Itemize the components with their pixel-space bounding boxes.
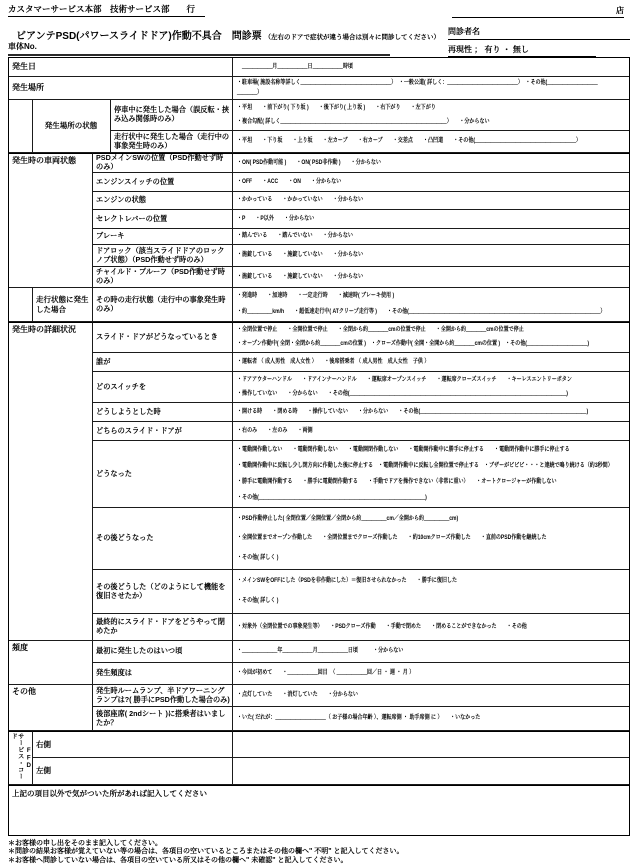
reproducibility-field: 再現性 ； 有り ・ 無し (448, 44, 596, 57)
ffd-row-0-label (33, 731, 233, 758)
vehicle-row-1-options (233, 173, 629, 192)
detail-row-2-options (233, 372, 629, 403)
other-row-1-options-text: ・いた( だれが：＿＿＿＿＿＿＿＿＿＿（ お子様の場合年齢 ）、運転席側 ・ 助手席側 に ） ・いなかった (237, 715, 481, 722)
detail-row-7-options-text: ・その他( 詳しく ) (237, 598, 279, 605)
ffd-row-1-blank (233, 758, 629, 785)
driving-group-label (33, 288, 93, 322)
location-row-label (9, 77, 233, 100)
frequency-row-0-options-text: ・＿＿＿＿＿＿＿年＿＿＿＿＿＿月＿＿＿＿＿＿日頃 ・分からない (237, 648, 404, 655)
page-title-text: ビアンテPSD(パワースライドドア)作動不具合 問診票 (16, 31, 262, 42)
detail-row-4-options (233, 422, 629, 441)
vehicle-row-4-options (233, 229, 629, 245)
other-row-0-options-text: ・点灯していた ・消灯していた ・分からない (237, 692, 358, 699)
body-number-field: 車体No. (8, 41, 390, 56)
detail-row-5-label-text: どうなった (96, 468, 132, 478)
interviewer-field: 問診者名 (448, 26, 630, 40)
detail-row-8-label (93, 614, 233, 641)
ffd-row-0-blank (233, 731, 629, 758)
vehicle-state-label (9, 153, 93, 288)
vehicle-row-6-options-text: ・施錠している ・施錠していない ・分からない (237, 273, 364, 280)
detail-row-1-options (233, 353, 629, 372)
vehicle-row-4-options-text: ・踏んでいる ・踏んでいない ・分からない (237, 233, 353, 240)
detail-row-8-options-text: ・対象外（全閉位置での事象発生等） ・PSDクローズ作動 ・手動で閉めた ・閉めることができなかった ・その他 (237, 623, 527, 630)
driving-group-label-text: 走行状態に発生した場合 (36, 295, 89, 314)
detail-row-4-label (93, 422, 233, 441)
detail-row-2-label-text: どのスイッチを (96, 381, 147, 391)
location-state-row-1-options (233, 131, 629, 153)
other-label (9, 685, 93, 731)
location-row-options (233, 77, 629, 100)
other-row-1-label (93, 707, 233, 731)
location-state-row-1-label-text: 走行状中に発生した場合（走行中の事象発生時のみ） (114, 131, 230, 150)
detail-row-5-options-text: ・電動開作動しない ・電動閉作動しない ・電動開閉作動しない ・電動開作動中に勝手に停止する ・電動閉作動中に勝手に停止する (237, 446, 570, 453)
vehicle-row-3-label (93, 210, 233, 229)
ffd-row-0-label-text: 右側 (36, 739, 51, 749)
footnote-0: ＊お客様の申し出をそのまま記入してください。 (8, 840, 162, 847)
detail-row-5-options-text: ・電動開作動中に反転し少し閉方向に作動した後に停止する ・電動閉作動中に反転し全開位置で停止する ・ブザーがピピピ・・・と連続で鳴り続ける（約3秒間） (237, 462, 613, 469)
frequency-row-0-options (233, 641, 629, 663)
location-row-options-text: ・駐車場( 施設名称等詳しく＿＿＿＿＿＿＿＿＿＿＿＿＿＿＿＿＿＿） ・一般公道( 詳しく：＿＿＿＿＿＿＿＿＿＿＿＿＿＿） ・その他(＿＿＿＿＿＿＿＿＿＿ (237, 79, 598, 86)
vehicle-row-5-options-text: ・施錠している ・施錠していない ・分からない (237, 252, 364, 259)
vehicle-row-2-options-text: ・かかっている ・かかっていない ・分からない (237, 197, 364, 204)
detail-row-1-label-text: 誰が (96, 356, 111, 366)
page-title (16, 27, 440, 42)
frequency-row-1-label-text: 発生頻度は (96, 668, 132, 678)
vehicle-row-6-label (93, 267, 233, 288)
store-field: 店 (452, 5, 624, 18)
ffd-vertical-ffd: FFD (25, 746, 33, 770)
detail-row-3-label-text: どうしようとした時 (96, 406, 161, 416)
driving-row-label-text: その時の走行状態（走行中の事象発生時のみ） (96, 294, 226, 313)
vehicle-row-3-options (233, 210, 629, 229)
detail-row-6-label (93, 508, 233, 570)
detail-row-0-options-text: ・全閉位置で停止 ・全開位置で停止 ・全閉から約＿＿＿＿cmの位置で停止 ・全開から約＿＿＿＿cmの位置で停止 (237, 327, 524, 334)
detail-row-2-options-text: ・操作していない ・分からない ・その他(＿＿＿＿＿＿＿＿＿＿＿＿＿＿＿＿＿＿＿＿＿＿＿＿＿＿＿＿＿＿＿＿＿＿＿＿＿＿＿＿＿＿＿) (237, 390, 568, 397)
page-title-note: （左右のドアで症状が違う場合は別々に問診してください） (264, 34, 441, 41)
footnote-1: ＊問診の結果お客様が覚えていない等の場合は、各項目の空いているところまたはその他の欄へ" 不明" と記入してください。 (8, 848, 404, 856)
detail-row-7-options-text: ・メインSWをOFFにした（PSDを非作動にした）＝復旧させられなかった ・勝手に復旧した (237, 577, 457, 584)
detail-row-3-options-text: ・開ける時 ・閉める時 ・操作していない ・分からない ・その他(＿＿＿＿＿＿＿＿＿＿＿＿＿＿＿＿＿＿＿＿＿＿＿＿＿＿＿＿＿＿＿＿＿) (237, 408, 589, 415)
location-row-label-text: 発生場所 (12, 83, 44, 92)
detail-row-0-options-text: ・オープン作動中( 全閉・全閉から約＿＿＿＿cmの位置 ) ・クローズ作動中( 全開・全開から約＿＿＿＿cmの位置 ) ・その他(＿＿＿＿＿＿＿＿＿＿＿＿) (237, 340, 590, 347)
driving-row-options-text: ・発進時 ・加速時 ・一定走行時 ・減速時( ブレーキ使用 ) (237, 293, 395, 300)
detail-row-1-options-text: ・運転者 （ 成人男性 成人女性 ） ・後席搭乗者 （ 成人男性 成人女性 子供 ） (237, 358, 430, 365)
date-row-value (233, 58, 629, 77)
vehicle-row-6-options (233, 267, 629, 288)
date-row-label-text: 発生日 (12, 62, 36, 71)
location-state-row-0-options-text: ・複合勾配( 詳しく＿＿＿＿＿＿＿＿＿＿＿＿＿＿＿＿＿＿＿＿＿＿＿＿＿＿＿＿＿＿＿＿＿） ・分からない (237, 118, 490, 125)
footnotes (8, 840, 404, 865)
ffd-vertical-service-code: サービス・コード (10, 733, 24, 780)
location-state-label (33, 100, 111, 153)
vehicle-row-1-label (93, 173, 233, 192)
detail-row-4-label-text: どちらのスライド・ドアが (96, 425, 182, 435)
frequency-row-1-options (233, 663, 629, 685)
frequency-row-1-label (93, 663, 233, 685)
frequency-row-1-options-text: ・今回が初めて ・＿＿＿＿＿＿回目 （ ＿＿＿＿＿＿回／日 ・ 週 ・ 月 ） (237, 670, 415, 677)
date-row-value-text: ＿＿＿＿＿＿月＿＿＿＿＿＿日＿＿＿＿＿＿時頃 (237, 63, 353, 70)
detail-row-5-options-text: ・その他(＿＿＿＿＿＿＿＿＿＿＿＿＿＿＿＿＿＿＿＿＿＿＿＿＿＿＿＿＿＿＿＿＿) (237, 494, 427, 501)
ffd-code-label (9, 731, 33, 785)
detail-row-1-label (93, 353, 233, 372)
vehicle-row-4-label-text: ブレーキ (96, 231, 125, 241)
location-state-label-text: 発生場所の状態 (44, 121, 98, 131)
location-row-options-text: ＿＿＿＿） (237, 89, 263, 96)
frequency-label (9, 641, 93, 685)
department-line: カスタマーサービス本部 技術サービス部 行 (8, 3, 205, 17)
detail-row-3-label (93, 403, 233, 422)
notes-cell (9, 785, 629, 835)
notes-cell-text: 上記の項目以外で気がついた所があれば記入してください (12, 789, 207, 798)
other-row-1-label-text: 後部座席( 2ndシート )に搭乗者はいましたか？ (96, 708, 226, 727)
detail-label-text: 発生時の詳細状況 (12, 325, 76, 334)
detail-row-7-label (93, 570, 233, 614)
detail-row-7-options (233, 570, 629, 614)
other-row-1-options (233, 707, 629, 731)
location-state-row-1-options-text: ・平坦 ・下り坂 ・上り坂 ・左カーブ ・右カーブ ・交差点 ・凸凹道 ・その他(＿＿＿＿＿＿＿＿＿＿＿＿＿＿＿＿＿＿＿＿） (237, 138, 581, 145)
vehicle-row-5-options (233, 245, 629, 267)
detail-label (9, 322, 93, 641)
vehicle-row-1-label-text: エンジンスイッチの位置 (96, 176, 175, 186)
vehicle-row-0-label-text: PSDメインSWの位置（PSD作動せず時のみ） (96, 153, 224, 171)
date-row-label (9, 58, 233, 77)
vehicle-row-5-label (93, 245, 233, 267)
driving-row-options-text: ・約＿＿＿＿＿km/h ・超低速走行中( ATクリープ走行等 ) ・その他(＿＿＿＿＿＿＿＿＿＿＿＿＿＿＿＿＿＿＿＿＿＿＿＿＿＿＿＿＿＿＿＿＿＿＿＿＿＿） (237, 308, 606, 315)
detail-row-2-label (93, 372, 233, 403)
detail-row-5-options (233, 441, 629, 508)
vehicle-row-0-options-text: ・ON( PSD作動可能 ) ・ON( PSD非作動 ) ・分からない (237, 159, 381, 166)
vehicle-row-0-options (233, 153, 629, 173)
ffd-row-1-label-text: 左側 (36, 766, 51, 776)
location-state-row-0-label (111, 100, 233, 131)
vehicle-row-1-options-text: ・OFF ・ACC ・ON ・分からない (237, 178, 342, 185)
other-row-0-label (93, 685, 233, 707)
detail-row-6-options (233, 508, 629, 570)
detail-row-8-label-text: 最終的にスライド・ドアをどうやって閉めたか (96, 617, 225, 635)
detail-row-0-options (233, 322, 629, 353)
detail-row-2-options-text: ・ドアアウターハンドル ・ドアインナーハンドル ・運転席オープンスイッチ ・運転席クローズスイッチ ・キーレスエントリーボタン (237, 376, 572, 383)
location-state-row-0-label-text: 停車中に発生した場合（誤反転・挟み込み関係時のみ） (114, 105, 230, 123)
location-state-row-1-label (111, 131, 233, 153)
detail-row-3-options (233, 403, 629, 422)
vehicle-row-4-label (93, 229, 233, 245)
detail-row-5-options-text: ・勝手に電動開作動する ・勝手に電動閉作動する ・手動でドアを操作できない（非常に重い） ・オートクロージャーが作動しない (237, 478, 557, 485)
driving-spacer (9, 288, 33, 322)
detail-row-6-options-text: ・全開位置までオープン作動した ・全閉位置までクローズ作動した ・約10cmクローズ作動した ・直前のPSD作動を継続した (237, 535, 547, 542)
vehicle-state-label-text: 発生時の車両状態 (12, 156, 76, 165)
location-state-row-0-options (233, 100, 629, 131)
detail-row-0-label (93, 322, 233, 353)
ffd-row-1-label (33, 758, 233, 785)
location-state-row-0-options-text: ・平坦 ・前下がり( 下り坂 ) ・後下がり( 上り坂 ) ・右下がり ・左下がり (237, 104, 436, 111)
driving-row-label (93, 288, 233, 322)
vehicle-row-2-label-text: エンジンの状態 (96, 195, 146, 205)
vehicle-row-3-label-text: セレクトレバーの位置 (96, 213, 168, 223)
vehicle-row-2-options (233, 192, 629, 210)
questionnaire-table (8, 57, 630, 836)
location-state-spacer (9, 100, 33, 153)
other-label-text: その他 (12, 687, 36, 696)
detail-row-7-label-text: その後どうした（どのようにして機能を復旧させたか） (96, 581, 226, 600)
frequency-label-text: 頻度 (12, 643, 28, 652)
detail-row-6-options-text: ・その他( 詳しく ) (237, 554, 279, 561)
vehicle-row-6-label-text: チャイルド・プルーフ（PSD作動せず時のみ） (96, 267, 225, 285)
vehicle-row-3-options-text: ・P ・P以外 ・分からない (237, 215, 315, 222)
other-row-0-options (233, 685, 629, 707)
frequency-row-0-label (93, 641, 233, 663)
detail-row-6-label-text: その後どうなった (96, 533, 154, 543)
footnote-2: ＊お客様へ問診していない場合は、各項目の空いている所又はその他の欄へ" 未確認" と記入してください。 (8, 856, 348, 864)
other-row-0-label-text: 発生時ルームランプ、半ドアワーニングランプは?( 勝手にPSD作動した場合のみ) (96, 685, 230, 704)
vehicle-row-5-label-text: ドアロック（該当スライドドアのロックノブ状態）（PSD作動せず時のみ） (96, 245, 225, 264)
detail-row-0-label-text: スライド・ドアがどうなっているとき (96, 332, 218, 342)
detail-row-6-options-text: ・PSD作動停止した( 全閉位置／全開位置／全閉から約＿＿＿＿＿cm／全開から約＿＿＿＿＿cm) (237, 515, 459, 522)
detail-row-4-options-text: ・右のみ ・左のみ ・両側 (237, 427, 313, 434)
detail-row-5-label (93, 441, 233, 508)
detail-row-8-options (233, 614, 629, 641)
vehicle-row-0-label (93, 153, 233, 173)
vehicle-row-2-label (93, 192, 233, 210)
frequency-row-0-label-text: 最初に発生したのはいつ頃 (96, 646, 183, 656)
driving-row-options (233, 288, 629, 322)
